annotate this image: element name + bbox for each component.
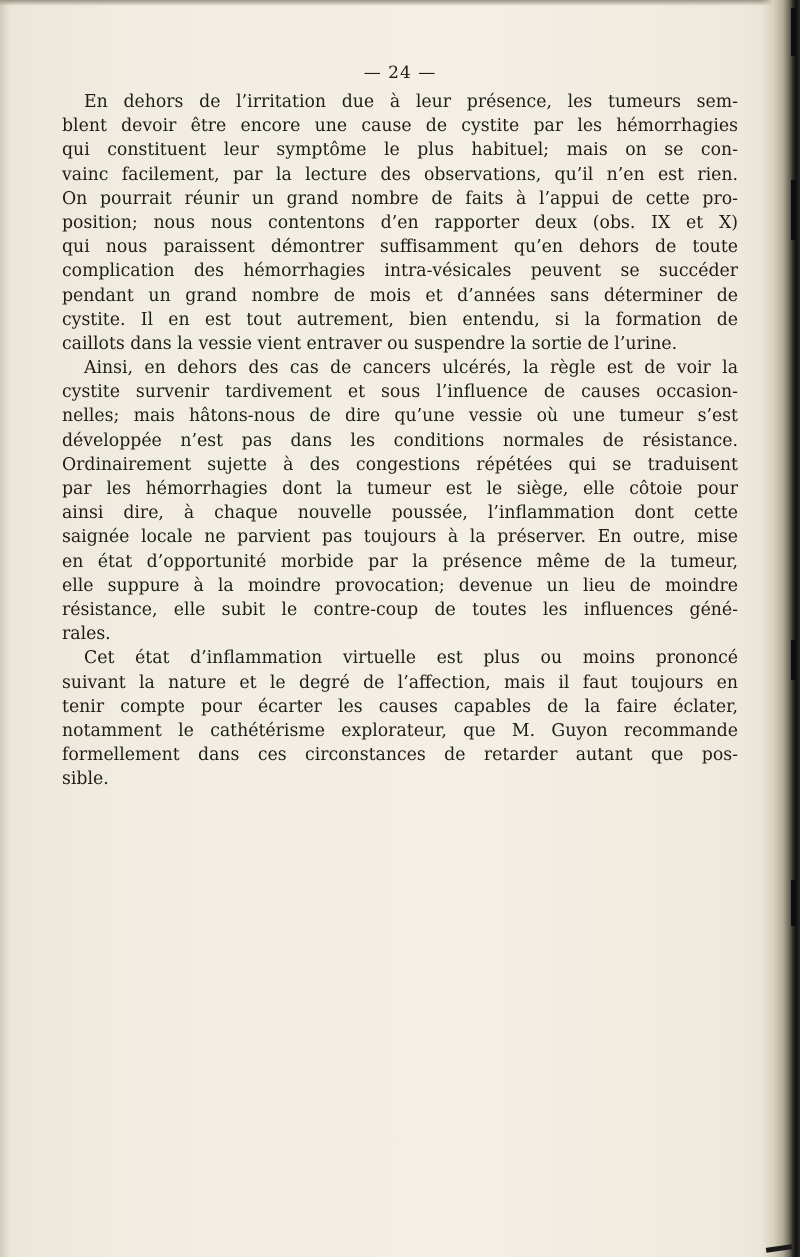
text-line: cystite survenir tardivement et sous l’influence de causes occasion- [62,382,738,403]
spine-mark [791,8,796,56]
text-line: qui constituent leur symptôme le plus habituel; mais on se con- [62,140,738,161]
spine-mark [791,880,796,926]
text-line: On pourrait réunir un grand nombre de faits à l’appui de cette pro- [62,188,738,209]
text-line: sible. [62,769,109,790]
text-line: elle suppure à la moindre provocation; devenue un lieu de moindre [62,575,738,596]
page-left-shadow [0,0,10,1257]
text-line: position; nous nous contentons d’en rapporter deux (obs. IX et X) [62,212,738,233]
text-line: caillots dans la vessie vient entraver ou suspendre la sortie de l’urine. [62,333,678,354]
page-number: — 24 — [363,63,437,83]
text-line: saignée locale ne parvient pas toujours à la préserver. En outre, mise [62,527,738,548]
text-line: Cet état d’inflammation virtuelle est plus ou moins prononcé [84,648,738,669]
text-line: par les hémorrhagies dont la tumeur est le siège, elle côtoie pour [62,479,738,499]
paragraph-3 [62,646,738,791]
page-text [62,60,738,791]
text-line: ainsi dire, à chaque nouvelle poussée, l’inflammation dont cette [62,503,738,524]
text-line: tenir compte pour écarter les causes capables de la faire éclater, [62,696,738,717]
text-line: notamment le cathétérisme explorateur, que M. Guyon recommande [62,720,738,741]
text-line: blent devoir être encore une cause de cystite par les hémorrhagies [62,116,738,137]
text-line: pendant un grand nombre de mois et d’années sans déterminer de [62,285,738,306]
paragraph-1 [62,90,738,356]
text-line: formellement dans ces circonstances de retarder autant que pos- [62,745,738,766]
text-line: complication des hémorrhagies intra-vésicales peuvent se succéder [62,261,738,282]
text-line: développée n’est pas dans les conditions normales de résistance. [62,430,738,451]
text-line: Ordinairement sujette à des congestions répétées qui se traduisent [62,454,738,475]
text-line: vainc facilement, par la lecture des observations, qu’il n’en est rien. [62,164,738,185]
spine-mark [791,180,796,240]
text-line: en état d’opportunité morbide par la présence même de la tumeur, [62,551,738,572]
text-line: résistance, elle subit le contre-coup de toutes les influences géné- [62,599,738,620]
text-line: cystite. Il en est tout autrement, bien entendu, si la formation de [62,309,738,330]
spine-mark [791,640,796,680]
text-line: suivant la nature et le degré de l’affection, mais il faut toujours en [62,672,738,693]
text-line: rales. [62,624,111,645]
text-line: Ainsi, en dehors des cas de cancers ulcérés, la règle est de voir la [84,358,738,379]
text-line: qui nous paraissent démontrer suffisamment qu’en dehors de toute [62,237,738,258]
paragraph-2 [62,356,738,646]
page-top-edge [0,0,800,6]
text-line: En dehors de l’irritation due à leur présence, les tumeurs sem- [84,92,738,112]
text-line: nelles; mais hâtons-nous de dire qu’une vessie où une tumeur s’est [62,406,738,427]
